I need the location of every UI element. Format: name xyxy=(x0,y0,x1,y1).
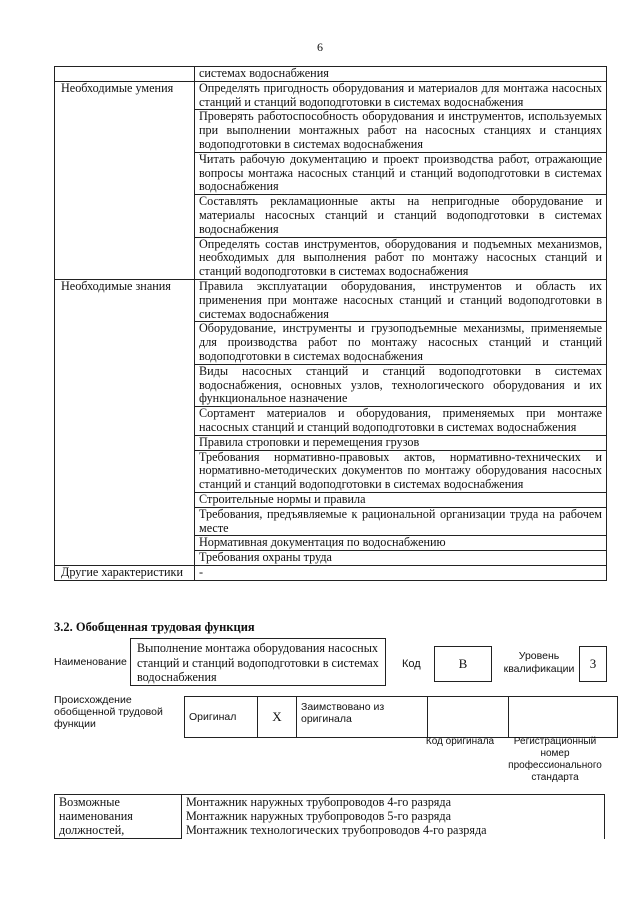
knowledge-item: Требования, предъявляемые к рациональной организации труда на рабочем месте xyxy=(195,507,607,536)
origin-table xyxy=(184,696,618,738)
position-item: Монтажник технологических трубопроводов 4-го разряда xyxy=(186,822,487,837)
knowledge-item: Правила строповки и перемещения грузов xyxy=(195,435,607,450)
knowledge-item: Оборудование, инструменты и грузоподъемные механизмы, применяемые для производства работ по монтажу насосных станций и станций водоподготовки в системах водоснабжения xyxy=(195,322,607,364)
caption-registration-number: Регистрационный номер профессионального стандарта xyxy=(508,736,602,783)
knowledge-item: Строительные нормы и правила xyxy=(195,492,607,507)
knowledge-item: Правила эксплуатации оборудования, инструментов и область их применения при монтаже насосных станций и станций водоподготовки в системах водоснабжения xyxy=(195,279,607,321)
borrowed-label: Заимствовано из оригинала xyxy=(297,697,428,738)
section-title: 3.2. Обобщенная трудовая функция xyxy=(54,620,255,634)
name-label: Наименование xyxy=(54,656,127,668)
position-item: Монтажник наружных трубопроводов 4-го разряда xyxy=(186,795,452,809)
skills-label: Необходимые умения xyxy=(55,81,195,279)
level-label: Уровень квалификации xyxy=(503,650,575,675)
skill-item: Определять состав инструментов, оборудования и подъемных механизмов, необходимых для выполнения работ по монтажу насосных станций и станций водоподготовки в системах водоснабжения xyxy=(195,237,607,279)
origin-label: Происхождение обобщенной трудовой функции xyxy=(54,694,163,730)
registration-number-cell xyxy=(509,697,618,738)
other-value: - xyxy=(195,565,607,580)
table-row xyxy=(185,697,618,738)
page-number: 6 xyxy=(317,40,323,54)
other-label: Другие характеристики xyxy=(55,565,195,580)
table-row xyxy=(55,279,607,321)
original-mark: X xyxy=(258,697,297,738)
original-code-cell xyxy=(428,697,509,738)
code-value: В xyxy=(434,646,492,682)
knowledge-item: Нормативная документация по водоснабжению xyxy=(195,536,607,551)
skill-item: Проверять работоспособность оборудования и инструментов, используемых при выполнении монтажных работ на насосных станциях и станциях водоподготовки в системах водоснабжения xyxy=(195,110,607,152)
knowledge-item: Требования нормативно-правовых актов, нормативно-технических и нормативно-методических документов по монтажу оборудования насосных станций и станций водоподготовки в системах водоснабжения xyxy=(195,450,607,492)
row-label-empty xyxy=(55,67,195,82)
positions-label: Возможные наименования должностей, xyxy=(55,795,182,839)
skill-item: Читать рабочую документацию и проект производства работ, отражающие вопросы монтажа насосных станций и станций водоподготовки в системах водоснабжения xyxy=(195,152,607,194)
table-row xyxy=(55,81,607,110)
skill-item: Составлять рекламационные акты на непригодные оборудование и материалы насосных станций и станций водоподготовки в системах водоснабжения xyxy=(195,195,607,237)
table-cell: системах водоснабжения xyxy=(195,67,607,82)
positions-table xyxy=(54,794,605,839)
caption-original-code: Код оригинала xyxy=(425,736,495,747)
skill-item: Определять пригодность оборудования и материалов для монтажа насосных станций и станций водоподготовки в системах водоснабжения xyxy=(195,81,607,110)
code-label: Код xyxy=(402,658,421,670)
knowledge-item: Сортамент материалов и оборудования, применяемых при монтаже насосных станций и станций водоподготовки в системах водоснабжения xyxy=(195,407,607,436)
knowledge-label: Необходимые знания xyxy=(55,279,195,565)
positions-list xyxy=(182,795,605,839)
table-row xyxy=(55,67,607,82)
position-item: Монтажник наружных трубопроводов 5-го разряда xyxy=(186,808,452,823)
knowledge-item: Виды насосных станций и станций водоподготовки в системах водоснабжения, основных узлов, технологического оборудования и их функциональное назначение xyxy=(195,364,607,406)
knowledge-item: Требования охраны труда xyxy=(195,551,607,566)
table-row xyxy=(55,565,607,580)
level-value: 3 xyxy=(579,646,607,682)
function-name: Выполнение монтажа оборудования насосных станций и станций водоподготовки в системах водоснабжения xyxy=(130,638,386,686)
table-row xyxy=(55,795,605,839)
original-label: Оригинал xyxy=(185,697,258,738)
competency-table xyxy=(54,66,607,581)
